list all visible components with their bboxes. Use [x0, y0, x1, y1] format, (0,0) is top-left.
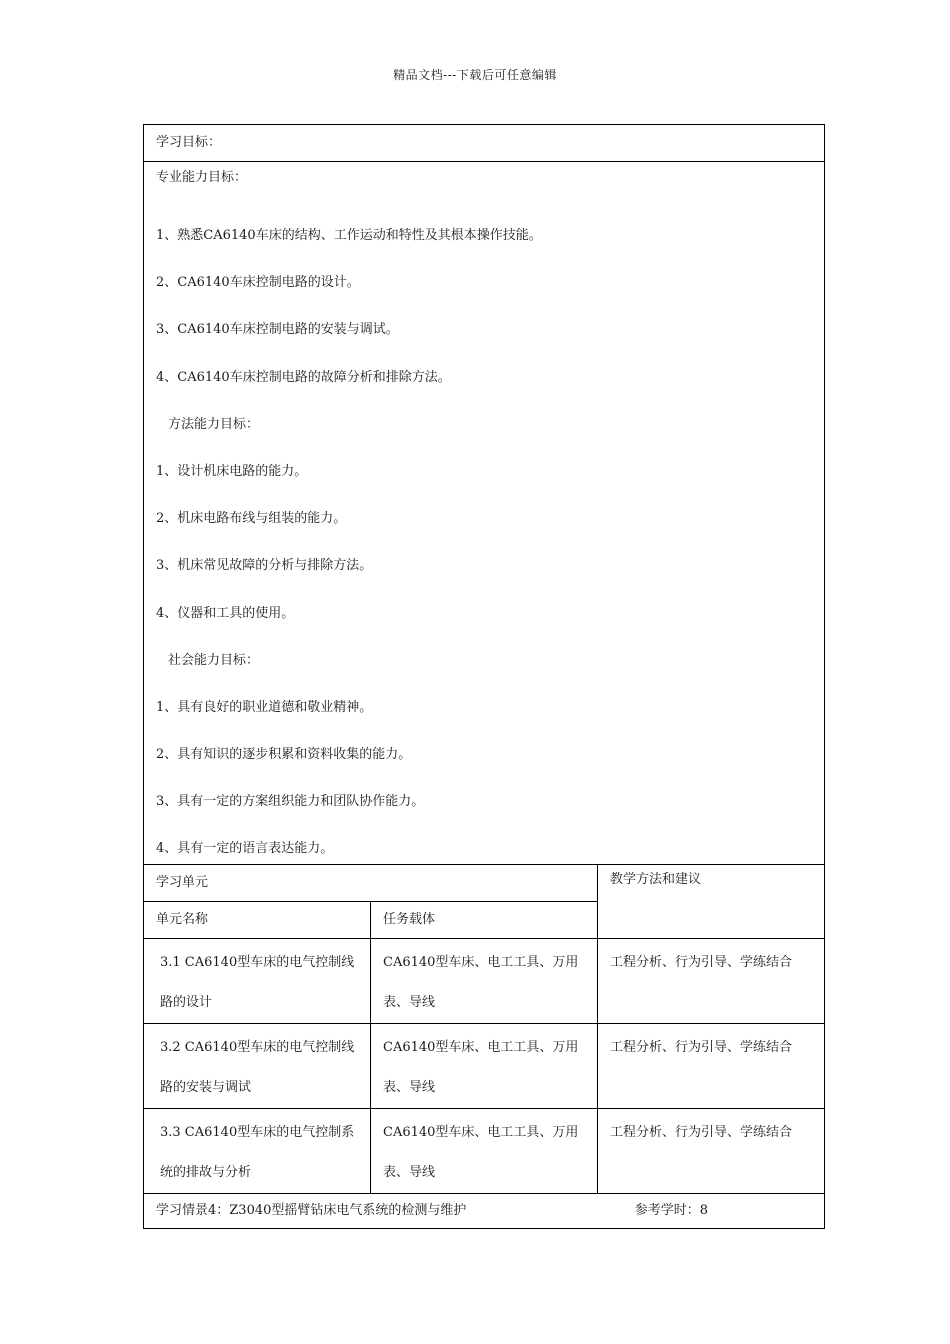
goal-item: 1、熟悉CA6140车床的结构、工作运动和特性及其根本操作技能。 [156, 228, 542, 243]
goal-item: 2、具有知识的逐步积累和资料收集的能力。 [156, 747, 412, 763]
goals-content-row [144, 162, 825, 865]
goal-item: 1、具有良好的职业道德和敬业精神。 [156, 699, 373, 715]
unit-name: 3.2 CA6140型车床的电气控制线路的安装与调试 [160, 1040, 355, 1095]
scene-cell [144, 1194, 825, 1229]
professional-goals-title: 专业能力目标： [156, 170, 248, 185]
unit-method: 工程分析、行为引导、学练结合 [610, 1040, 793, 1055]
scene-row [144, 1194, 825, 1229]
scene-title: 学习情景4：Z3040型摇臂钻床电气系统的检测与维护 [156, 1203, 467, 1219]
unit-method: 工程分析、行为引导、学练结合 [610, 1125, 793, 1140]
goal-item: 4、具有一定的语言表达能力。 [156, 841, 334, 857]
unit-name-cell [144, 1109, 371, 1194]
table-row [144, 1024, 825, 1109]
units-header-row [144, 865, 825, 902]
goal-item: 1、设计机床电路的能力。 [156, 463, 308, 479]
table-row [144, 939, 825, 1024]
unit-method-cell [598, 1024, 825, 1109]
table-row [144, 1109, 825, 1194]
unit-carrier-cell [371, 1109, 598, 1194]
col-task-carrier: 任务载体 [371, 902, 598, 939]
unit-name: 3.3 CA6140型车床的电气控制系统的排故与分析 [160, 1125, 355, 1180]
unit-method: 工程分析、行为引导、学练结合 [610, 955, 793, 970]
unit-name-cell [144, 939, 371, 1024]
goal-item: 2、CA6140车床控制电路的设计。 [156, 275, 360, 291]
method-header: 教学方法和建议 [598, 865, 825, 939]
goal-item: 3、具有一定的方案组织能力和团队协作能力。 [156, 794, 425, 810]
course-table [143, 124, 825, 1229]
page-header: 精品文档---下载后可任意编辑 [393, 68, 557, 82]
scene-wrap [156, 1202, 818, 1220]
goal-item: 2、机床电路布线与组装的能力。 [156, 511, 347, 527]
unit-name: 3.1 CA6140型车床的电气控制线路的设计 [160, 955, 355, 1010]
unit-carrier: CA6140型车床、电工工具、万用表、导线 [383, 1125, 579, 1180]
units-title: 学习单元 [144, 865, 598, 902]
learning-goals-label: 学习目标： [144, 125, 825, 162]
goals-content [144, 162, 825, 865]
goal-item: 4、仪器和工具的使用。 [156, 605, 295, 621]
social-goals-title: 社会能力目标： [168, 652, 260, 668]
goal-item: 3、机床常见故障的分析与排除方法。 [156, 558, 373, 574]
unit-carrier-cell [371, 939, 598, 1024]
unit-carrier: CA6140型车床、电工工具、万用表、导线 [383, 955, 579, 1010]
scene-hours: 参考学时：8 [634, 1203, 709, 1219]
unit-method-cell [598, 939, 825, 1024]
col-unit-name: 单元名称 [144, 902, 371, 939]
method-goals-title: 方法能力目标： [168, 416, 260, 432]
goal-item: 4、CA6140车床控制电路的故障分析和排除方法。 [156, 369, 451, 385]
unit-carrier-cell [371, 1024, 598, 1109]
learning-goals-row [144, 125, 825, 162]
unit-name-cell [144, 1024, 371, 1109]
goal-item: 3、CA6140车床控制电路的安装与调试。 [156, 322, 399, 338]
unit-carrier: CA6140型车床、电工工具、万用表、导线 [383, 1040, 579, 1095]
unit-method-cell [598, 1109, 825, 1194]
